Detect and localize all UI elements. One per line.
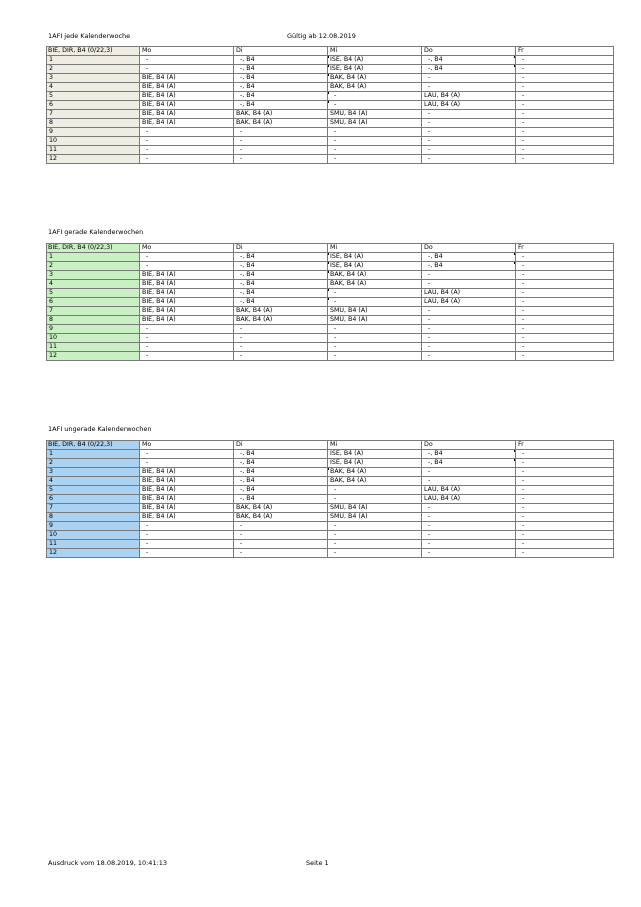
lesson-cell-fr: - — [516, 504, 614, 513]
table-row — [47, 83, 614, 92]
lesson-cell-do: - — [422, 540, 516, 549]
lesson-cell-mi: - — [328, 146, 422, 155]
day-header-mi: Mi — [328, 244, 422, 253]
lesson-cell-fr: - — [516, 352, 614, 361]
lesson-cell-mi: SMU, B4 (A) — [328, 119, 422, 128]
period-number: 5 — [47, 486, 140, 495]
table-row — [47, 513, 614, 522]
lesson-cell-mo: BIE, B4 (A) — [140, 271, 234, 280]
class-header-cell: BIE, DIR, B4 (0/22,3) — [47, 441, 140, 450]
lesson-cell-mo: - — [140, 325, 234, 334]
lesson-cell-mi: - — [328, 298, 422, 307]
print-timestamp: Ausdruck vom 18.08.2019, 10:41:13 — [48, 859, 168, 867]
lesson-cell-mo: BIE, B4 (A) — [140, 83, 234, 92]
lesson-cell-mo: - — [140, 459, 234, 468]
period-number: 8 — [47, 513, 140, 522]
lesson-cell-mi: ISE, B4 (A) — [328, 65, 422, 74]
lesson-cell-do: - — [422, 468, 516, 477]
lesson-cell-do: - — [422, 513, 516, 522]
table-row — [47, 298, 614, 307]
lesson-cell-do: -, B4 — [422, 459, 516, 468]
lesson-cell-mi: - — [328, 155, 422, 164]
lesson-cell-do: - — [422, 128, 516, 137]
lesson-cell-mo: BIE, B4 (A) — [140, 74, 234, 83]
lesson-cell-fr: - — [516, 307, 614, 316]
day-header-di: Di — [234, 244, 328, 253]
lesson-cell-fr: - — [516, 65, 614, 74]
table-row — [47, 486, 614, 495]
table-row — [47, 101, 614, 110]
lesson-cell-fr: - — [516, 450, 614, 459]
day-header-mo: Mo — [140, 244, 234, 253]
period-number: 2 — [47, 65, 140, 74]
class-header-cell: BIE, DIR, B4 (0/22,3) — [47, 47, 140, 56]
lesson-cell-do: - — [422, 343, 516, 352]
table-row — [47, 325, 614, 334]
lesson-cell-mi: - — [328, 549, 422, 558]
lesson-cell-mi: BAK, B4 (A) — [328, 74, 422, 83]
section-title-odd-weeks: 1AFI ungerade Kalenderwochen — [48, 425, 152, 433]
period-number: 12 — [47, 155, 140, 164]
period-number: 9 — [47, 128, 140, 137]
lesson-cell-di: BAK, B4 (A) — [234, 504, 328, 513]
lesson-cell-di: -, B4 — [234, 92, 328, 101]
lesson-cell-di: - — [234, 334, 328, 343]
lesson-cell-mo: BIE, B4 (A) — [140, 486, 234, 495]
table-row — [47, 56, 614, 65]
day-header-mi: Mi — [328, 441, 422, 450]
lesson-cell-di: - — [234, 137, 328, 146]
table-row — [47, 316, 614, 325]
period-number: 12 — [47, 549, 140, 558]
lesson-cell-fr: - — [516, 549, 614, 558]
period-number: 3 — [47, 271, 140, 280]
lesson-cell-do: - — [422, 325, 516, 334]
lesson-cell-mi: - — [328, 531, 422, 540]
table-row — [47, 271, 614, 280]
day-header-mo: Mo — [140, 441, 234, 450]
table-row — [47, 468, 614, 477]
lesson-cell-di: - — [234, 531, 328, 540]
table-header-row — [47, 47, 614, 56]
lesson-cell-mo: BIE, B4 (A) — [140, 307, 234, 316]
period-number: 11 — [47, 540, 140, 549]
period-number: 4 — [47, 83, 140, 92]
lesson-cell-di: BAK, B4 (A) — [234, 110, 328, 119]
period-number: 2 — [47, 262, 140, 271]
table-row — [47, 92, 614, 101]
lesson-cell-do: - — [422, 110, 516, 119]
lesson-cell-do: - — [422, 280, 516, 289]
lesson-cell-do: LAU, B4 (A) — [422, 486, 516, 495]
lesson-cell-fr: - — [516, 110, 614, 119]
lesson-cell-mo: - — [140, 522, 234, 531]
period-number: 1 — [47, 253, 140, 262]
lesson-cell-fr: - — [516, 298, 614, 307]
period-number: 12 — [47, 352, 140, 361]
lesson-cell-di: BAK, B4 (A) — [234, 119, 328, 128]
day-header-di: Di — [234, 47, 328, 56]
lesson-cell-mo: - — [140, 343, 234, 352]
lesson-cell-do: - — [422, 549, 516, 558]
lesson-cell-di: - — [234, 352, 328, 361]
lesson-cell-di: -, B4 — [234, 459, 328, 468]
lesson-cell-mi: - — [328, 289, 422, 298]
lesson-cell-do: -, B4 — [422, 450, 516, 459]
table-row — [47, 262, 614, 271]
timetable-weekly — [46, 46, 614, 164]
lesson-cell-di: - — [234, 325, 328, 334]
timetable-odd-weeks — [46, 440, 614, 558]
lesson-cell-mi: - — [328, 540, 422, 549]
table-row — [47, 128, 614, 137]
period-number: 10 — [47, 137, 140, 146]
table-row — [47, 352, 614, 361]
table-row — [47, 459, 614, 468]
lesson-cell-mi: ISE, B4 (A) — [328, 450, 422, 459]
period-number: 10 — [47, 531, 140, 540]
period-number: 3 — [47, 468, 140, 477]
lesson-cell-mi: - — [328, 352, 422, 361]
table-row — [47, 504, 614, 513]
lesson-cell-mi: ISE, B4 (A) — [328, 56, 422, 65]
table-row — [47, 289, 614, 298]
section-title-weekly: 1AFI jede Kalenderwoche — [48, 32, 131, 40]
lesson-cell-mo: BIE, B4 (A) — [140, 92, 234, 101]
lesson-cell-di: -, B4 — [234, 468, 328, 477]
lesson-cell-do: - — [422, 74, 516, 83]
table-row — [47, 343, 614, 352]
lesson-cell-do: - — [422, 137, 516, 146]
day-header-di: Di — [234, 441, 328, 450]
lesson-cell-mo: - — [140, 334, 234, 343]
period-number: 7 — [47, 110, 140, 119]
lesson-cell-mo: - — [140, 262, 234, 271]
table-row — [47, 477, 614, 486]
lesson-cell-mi: SMU, B4 (A) — [328, 110, 422, 119]
table-row — [47, 155, 614, 164]
lesson-cell-fr: - — [516, 495, 614, 504]
period-number: 10 — [47, 334, 140, 343]
lesson-cell-di: -, B4 — [234, 271, 328, 280]
table-header-row — [47, 244, 614, 253]
day-header-do: Do — [422, 244, 516, 253]
period-number: 6 — [47, 495, 140, 504]
table-row — [47, 253, 614, 262]
table-header-row — [47, 441, 614, 450]
table-row — [47, 137, 614, 146]
lesson-cell-do: - — [422, 271, 516, 280]
lesson-cell-mo: - — [140, 253, 234, 262]
lesson-cell-di: -, B4 — [234, 101, 328, 110]
lesson-cell-mo: BIE, B4 (A) — [140, 298, 234, 307]
lesson-cell-di: - — [234, 540, 328, 549]
lesson-cell-do: - — [422, 307, 516, 316]
table-row — [47, 540, 614, 549]
lesson-cell-di: - — [234, 128, 328, 137]
period-number: 7 — [47, 307, 140, 316]
table-row — [47, 495, 614, 504]
lesson-cell-fr: - — [516, 522, 614, 531]
table-row — [47, 522, 614, 531]
lesson-cell-mo: - — [140, 128, 234, 137]
lesson-cell-fr: - — [516, 459, 614, 468]
lesson-cell-mi: - — [328, 325, 422, 334]
lesson-cell-di: -, B4 — [234, 280, 328, 289]
lesson-cell-di: -, B4 — [234, 83, 328, 92]
period-number: 2 — [47, 459, 140, 468]
period-number: 7 — [47, 504, 140, 513]
lesson-cell-fr: - — [516, 101, 614, 110]
period-number: 11 — [47, 146, 140, 155]
lesson-cell-fr: - — [516, 316, 614, 325]
day-header-mo: Mo — [140, 47, 234, 56]
lesson-cell-fr: - — [516, 119, 614, 128]
lesson-cell-mi: ISE, B4 (A) — [328, 262, 422, 271]
lesson-cell-mi: - — [328, 92, 422, 101]
lesson-cell-mo: BIE, B4 (A) — [140, 280, 234, 289]
table-row — [47, 549, 614, 558]
lesson-cell-fr: - — [516, 468, 614, 477]
lesson-cell-mo: BIE, B4 (A) — [140, 289, 234, 298]
period-number: 5 — [47, 289, 140, 298]
lesson-cell-do: -, B4 — [422, 253, 516, 262]
table-row — [47, 119, 614, 128]
lesson-cell-di: -, B4 — [234, 298, 328, 307]
lesson-cell-fr: - — [516, 531, 614, 540]
period-number: 1 — [47, 450, 140, 459]
day-header-fr: Fr — [516, 47, 614, 56]
lesson-cell-di: - — [234, 343, 328, 352]
lesson-cell-mi: SMU, B4 (A) — [328, 504, 422, 513]
lesson-cell-mi: - — [328, 486, 422, 495]
section-title-even-weeks: 1AFI gerade Kalenderwochen — [48, 228, 144, 236]
lesson-cell-fr: - — [516, 253, 614, 262]
timetable-even-weeks — [46, 243, 614, 361]
period-number: 8 — [47, 316, 140, 325]
lesson-cell-do: - — [422, 522, 516, 531]
lesson-cell-mi: ISE, B4 (A) — [328, 459, 422, 468]
lesson-cell-fr: - — [516, 486, 614, 495]
lesson-cell-mi: ISE, B4 (A) — [328, 253, 422, 262]
lesson-cell-di: - — [234, 549, 328, 558]
lesson-cell-fr: - — [516, 155, 614, 164]
lesson-cell-mo: - — [140, 137, 234, 146]
lesson-cell-di: -, B4 — [234, 65, 328, 74]
lesson-cell-mo: BIE, B4 (A) — [140, 110, 234, 119]
lesson-cell-di: - — [234, 155, 328, 164]
lesson-cell-fr: - — [516, 289, 614, 298]
lesson-cell-mo: BIE, B4 (A) — [140, 477, 234, 486]
validity-date: Gültig ab 12.08.2019 — [287, 32, 356, 40]
lesson-cell-mo: - — [140, 65, 234, 74]
period-number: 6 — [47, 298, 140, 307]
lesson-cell-mo: - — [140, 540, 234, 549]
table-row — [47, 74, 614, 83]
lesson-cell-mi: BAK, B4 (A) — [328, 477, 422, 486]
lesson-cell-do: LAU, B4 (A) — [422, 92, 516, 101]
lesson-cell-mi: SMU, B4 (A) — [328, 307, 422, 316]
lesson-cell-di: -, B4 — [234, 253, 328, 262]
lesson-cell-mo: BIE, B4 (A) — [140, 504, 234, 513]
lesson-cell-fr: - — [516, 83, 614, 92]
lesson-cell-mi: - — [328, 522, 422, 531]
lesson-cell-mi: SMU, B4 (A) — [328, 513, 422, 522]
lesson-cell-fr: - — [516, 128, 614, 137]
lesson-cell-di: -, B4 — [234, 289, 328, 298]
lesson-cell-mo: - — [140, 146, 234, 155]
lesson-cell-mi: - — [328, 495, 422, 504]
lesson-cell-mo: BIE, B4 (A) — [140, 101, 234, 110]
lesson-cell-mi: SMU, B4 (A) — [328, 316, 422, 325]
lesson-cell-mi: BAK, B4 (A) — [328, 83, 422, 92]
table-row — [47, 307, 614, 316]
lesson-cell-do: - — [422, 146, 516, 155]
lesson-cell-mi: BAK, B4 (A) — [328, 468, 422, 477]
lesson-cell-di: -, B4 — [234, 495, 328, 504]
day-header-mi: Mi — [328, 47, 422, 56]
lesson-cell-di: -, B4 — [234, 477, 328, 486]
lesson-cell-di: - — [234, 146, 328, 155]
table-row — [47, 65, 614, 74]
lesson-cell-fr: - — [516, 56, 614, 65]
lesson-cell-fr: - — [516, 343, 614, 352]
period-number: 3 — [47, 74, 140, 83]
lesson-cell-fr: - — [516, 540, 614, 549]
lesson-cell-fr: - — [516, 325, 614, 334]
lesson-cell-mo: - — [140, 352, 234, 361]
period-number: 9 — [47, 522, 140, 531]
lesson-cell-do: - — [422, 477, 516, 486]
lesson-cell-di: BAK, B4 (A) — [234, 316, 328, 325]
lesson-cell-fr: - — [516, 262, 614, 271]
lesson-cell-fr: - — [516, 280, 614, 289]
lesson-cell-mi: - — [328, 128, 422, 137]
lesson-cell-di: -, B4 — [234, 56, 328, 65]
period-number: 5 — [47, 92, 140, 101]
lesson-cell-do: - — [422, 334, 516, 343]
lesson-cell-mi: BAK, B4 (A) — [328, 280, 422, 289]
lesson-cell-di: -, B4 — [234, 262, 328, 271]
lesson-cell-fr: - — [516, 477, 614, 486]
lesson-cell-do: - — [422, 316, 516, 325]
day-header-fr: Fr — [516, 441, 614, 450]
lesson-cell-mi: - — [328, 137, 422, 146]
lesson-cell-do: LAU, B4 (A) — [422, 289, 516, 298]
lesson-cell-mo: BIE, B4 (A) — [140, 468, 234, 477]
table-row — [47, 450, 614, 459]
lesson-cell-do: - — [422, 83, 516, 92]
lesson-cell-di: -, B4 — [234, 74, 328, 83]
lesson-cell-mi: BAK, B4 (A) — [328, 271, 422, 280]
lesson-cell-mo: BIE, B4 (A) — [140, 316, 234, 325]
lesson-cell-mi: - — [328, 334, 422, 343]
lesson-cell-di: -, B4 — [234, 450, 328, 459]
period-number: 11 — [47, 343, 140, 352]
lesson-cell-fr: - — [516, 271, 614, 280]
lesson-cell-mo: BIE, B4 (A) — [140, 495, 234, 504]
page-number: Seite 1 — [306, 859, 329, 867]
table-row — [47, 110, 614, 119]
lesson-cell-mo: - — [140, 531, 234, 540]
lesson-cell-do: -, B4 — [422, 262, 516, 271]
period-number: 4 — [47, 280, 140, 289]
lesson-cell-di: BAK, B4 (A) — [234, 307, 328, 316]
table-row — [47, 334, 614, 343]
lesson-cell-do: LAU, B4 (A) — [422, 298, 516, 307]
lesson-cell-do: - — [422, 352, 516, 361]
lesson-cell-mo: - — [140, 56, 234, 65]
lesson-cell-mo: BIE, B4 (A) — [140, 513, 234, 522]
lesson-cell-di: BAK, B4 (A) — [234, 513, 328, 522]
lesson-cell-mo: - — [140, 450, 234, 459]
lesson-cell-do: LAU, B4 (A) — [422, 101, 516, 110]
lesson-cell-do: - — [422, 119, 516, 128]
lesson-cell-do: -, B4 — [422, 65, 516, 74]
lesson-cell-fr: - — [516, 513, 614, 522]
table-row — [47, 146, 614, 155]
lesson-cell-fr: - — [516, 92, 614, 101]
lesson-cell-di: -, B4 — [234, 486, 328, 495]
period-number: 8 — [47, 119, 140, 128]
day-header-do: Do — [422, 441, 516, 450]
lesson-cell-do: - — [422, 155, 516, 164]
lesson-cell-do: - — [422, 531, 516, 540]
lesson-cell-mi: - — [328, 101, 422, 110]
lesson-cell-mo: BIE, B4 (A) — [140, 119, 234, 128]
lesson-cell-do: -, B4 — [422, 56, 516, 65]
class-header-cell: BIE, DIR, B4 (0/22,3) — [47, 244, 140, 253]
day-header-fr: Fr — [516, 244, 614, 253]
lesson-cell-fr: - — [516, 74, 614, 83]
day-header-do: Do — [422, 47, 516, 56]
lesson-cell-do: LAU, B4 (A) — [422, 495, 516, 504]
lesson-cell-mo: - — [140, 549, 234, 558]
period-number: 9 — [47, 325, 140, 334]
lesson-cell-fr: - — [516, 334, 614, 343]
period-number: 6 — [47, 101, 140, 110]
lesson-cell-fr: - — [516, 146, 614, 155]
lesson-cell-mo: - — [140, 155, 234, 164]
period-number: 4 — [47, 477, 140, 486]
table-row — [47, 280, 614, 289]
lesson-cell-do: - — [422, 504, 516, 513]
table-row — [47, 531, 614, 540]
lesson-cell-di: - — [234, 522, 328, 531]
lesson-cell-mi: - — [328, 343, 422, 352]
period-number: 1 — [47, 56, 140, 65]
lesson-cell-fr: - — [516, 137, 614, 146]
